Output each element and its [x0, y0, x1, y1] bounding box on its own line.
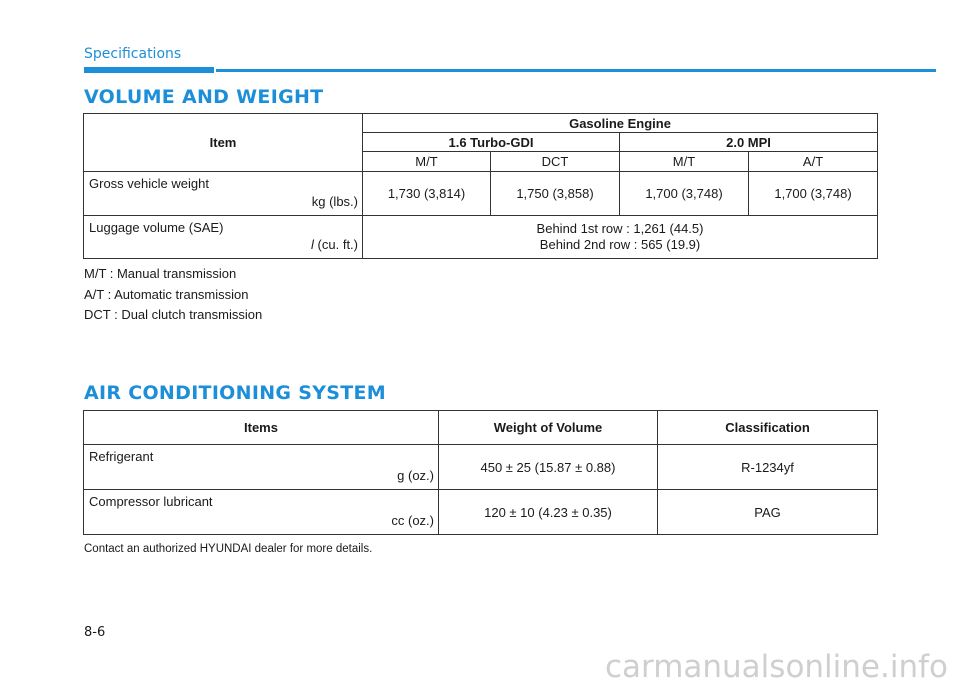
luggage-volume-item: [84, 216, 363, 259]
luggage-volume-values: [363, 216, 878, 259]
row-label: Compressor lubricant: [89, 494, 213, 509]
row-label: Gross vehicle weight: [89, 176, 209, 191]
engine-2-0-mpi: 2.0 MPI: [620, 133, 878, 152]
engine-header: Gasoline Engine: [363, 114, 878, 133]
row-unit: [311, 237, 358, 252]
classification-header: Classification: [658, 411, 878, 445]
note-at: A/T : Automatic transmission: [84, 286, 249, 302]
transmission-cell: A/T: [749, 152, 878, 172]
weight-volume-header: Weight of Volume: [439, 411, 658, 445]
row-unit-rest: (cu. ft.): [313, 237, 358, 252]
transmission-cell: DCT: [491, 152, 620, 172]
compressor-lubricant-item: [84, 490, 439, 535]
luggage-behind-1st-row: Behind 1st row : 1,261 (44.5): [536, 221, 704, 236]
row-unit: g (oz.): [397, 468, 434, 483]
header-accent-bar: [84, 67, 214, 73]
air-conditioning-table: [83, 410, 878, 535]
volume-weight-table: [83, 113, 878, 259]
lubricant-weight: 120 ± 10 (4.23 ± 0.35): [439, 490, 658, 535]
volume-weight-title: VOLUME AND WEIGHT: [84, 86, 324, 108]
header-rule: [216, 69, 936, 72]
refrigerant-weight: 450 ± 25 (15.87 ± 0.88): [439, 445, 658, 490]
weight-value: 1,700 (3,748): [620, 172, 749, 216]
row-unit: cc (oz.): [391, 513, 434, 528]
weight-value: 1,700 (3,748): [749, 172, 878, 216]
note-mt: M/T : Manual transmission: [84, 266, 237, 281]
item-header: Item: [84, 114, 363, 172]
abbreviation-notes: [84, 264, 262, 326]
row-unit: kg (lbs.): [311, 194, 358, 209]
engine-1-6-turbo: 1.6 Turbo-GDI: [363, 133, 620, 152]
transmission-cell: M/T: [620, 152, 749, 172]
lubricant-classification: PAG: [658, 490, 878, 535]
transmission-cell: M/T: [363, 152, 491, 172]
weight-value: 1,730 (3,814): [363, 172, 491, 216]
section-header-title: Specifications: [84, 46, 182, 62]
page-number: 8-6: [84, 625, 106, 640]
watermark: carmanualsonline.info: [604, 649, 948, 685]
items-header: Items: [84, 411, 439, 445]
air-conditioning-title: AIR CONDITIONING SYSTEM: [84, 382, 386, 404]
row-label: Luggage volume (SAE): [89, 220, 224, 235]
refrigerant-item: [84, 445, 439, 490]
row-label: Refrigerant: [89, 449, 154, 464]
liter-symbol: l: [311, 237, 314, 252]
luggage-behind-2nd-row: Behind 2nd row : 565 (19.9): [539, 237, 701, 252]
dealer-footnote: Contact an authorized HYUNDAI dealer for more details.: [84, 543, 373, 555]
gross-weight-item: [84, 172, 363, 216]
refrigerant-classification: R-1234yf: [658, 445, 878, 490]
weight-value: 1,750 (3,858): [491, 172, 620, 216]
note-dct: DCT : Dual clutch transmission: [84, 307, 263, 322]
